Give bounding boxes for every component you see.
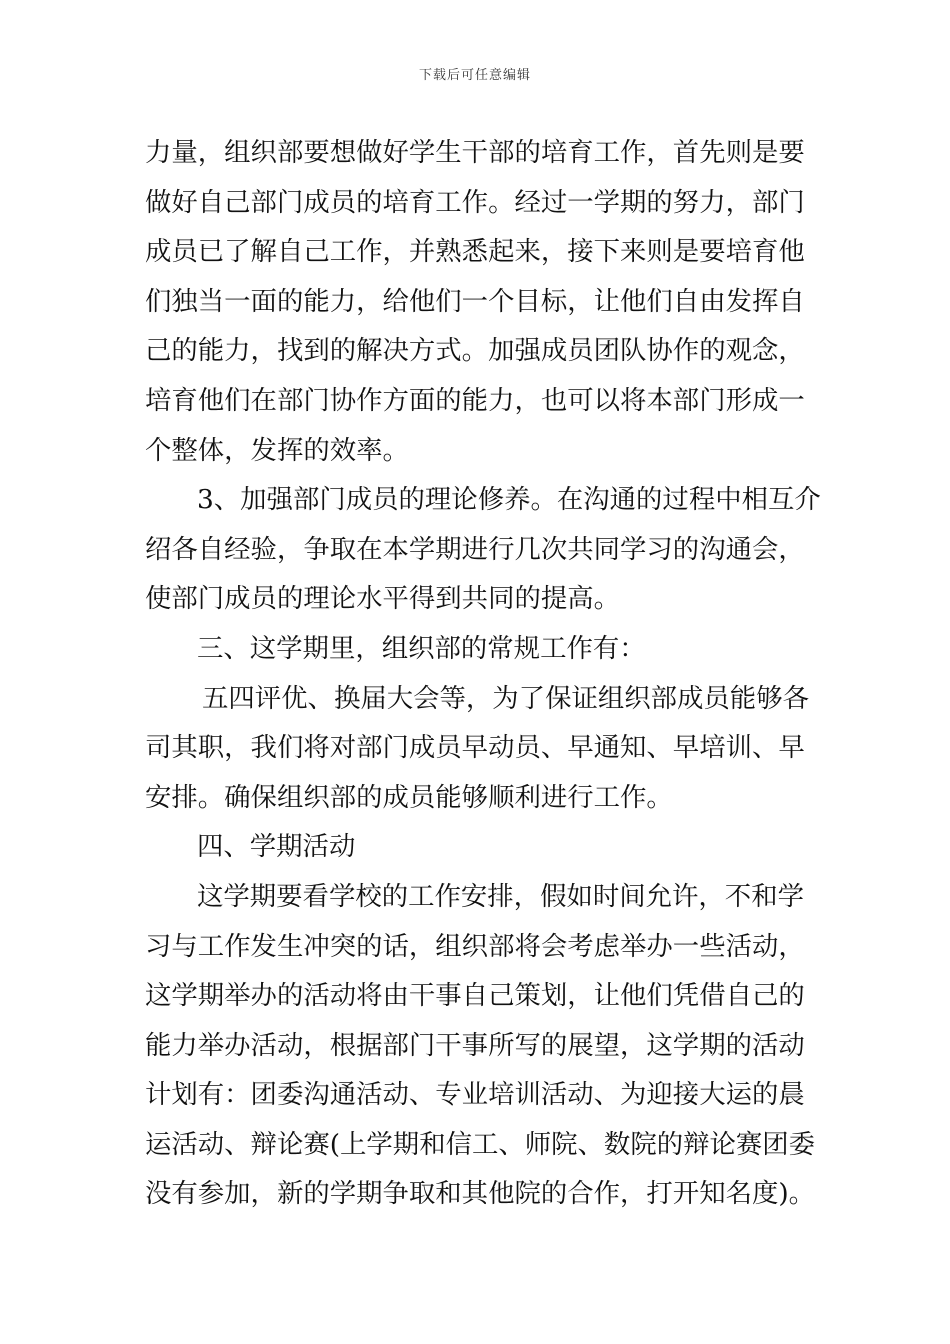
text-line: 计划有：团委沟通活动、专业培训活动、为迎接大运的晨 — [145, 1079, 805, 1111]
text-line: 们独当一面的能力，给他们一个目标，让他们自由发挥自 — [145, 285, 805, 317]
text-line: 安排。确保组织部的成员能够顺利进行工作。 — [145, 781, 673, 813]
text-line: 司其职，我们将对部门成员早动员、早通知、早培训、早 — [145, 732, 805, 764]
paragraph-start-line: 这学期要看学校的工作安排，假如时间允许，不和学 — [197, 880, 804, 912]
text-line: 使部门成员的理论水平得到共同的提高。 — [145, 583, 621, 615]
text-line: 成员已了解自己工作，并熟悉起来，接下来则是要培育他 — [145, 236, 805, 268]
section-heading: 四、学期活动 — [197, 831, 356, 863]
page-header: 下载后可任意编辑 — [418, 68, 531, 83]
text-line: 做好自己部门成员的培育工作。经过一学期的努力，部门 — [145, 186, 805, 218]
text-line: 习与工作发生冲突的话，组织部将会考虑举办一些活动， — [145, 930, 805, 962]
document-body — [145, 128, 821, 1219]
text-line: 能力举办活动，根据部门干事所写的展望，这学期的活动 — [145, 1029, 805, 1061]
text-line: 绍各自经验，争取在本学期进行几次共同学习的沟通会， — [145, 533, 805, 565]
text-line: 个整体，发挥的效率。 — [145, 434, 409, 466]
text-line: 没有参加，新的学期争取和其他院的合作，打开知名度)。 — [145, 1178, 816, 1210]
text-line: 力量，组织部要想做好学生干部的培育工作，首先则是要 — [145, 137, 805, 168]
text-line: 这学期举办的活动将由干事自己策划，让他们凭借自己的 — [145, 980, 805, 1012]
section-heading: 三、这学期里，组织部的常规工作有： — [197, 632, 646, 664]
text-line: 运活动、辩论赛(上学期和信工、师院、数院的辩论赛团委 — [145, 1128, 816, 1160]
paragraph-start-line: 五四评优、换届大会等，为了保证组织部成员能够各 — [202, 682, 809, 714]
text-line: 己的能力，找到的解决方式。加强成员团队协作的观念， — [145, 335, 805, 367]
paragraph-start-line: 3、加强部门成员的理论修养。在沟通的过程中相互介 — [197, 484, 821, 516]
text-line: 培育他们在部门协作方面的能力，也可以将本部门形成一 — [145, 384, 805, 416]
